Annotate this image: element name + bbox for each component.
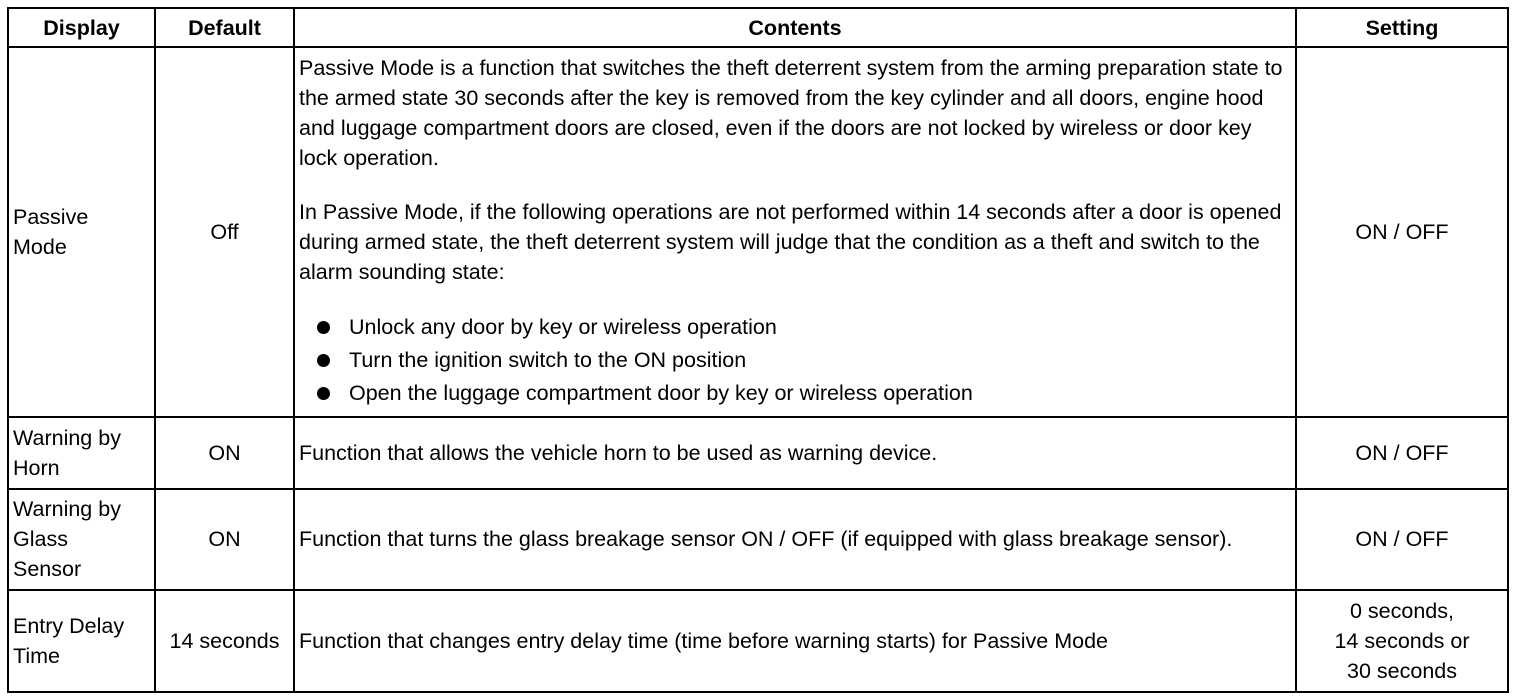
display-line: Glass xyxy=(13,527,68,552)
setting-cell xyxy=(1296,489,1508,590)
contents-paragraph: Passive Mode is a function that switches the theft deterrent system from the arming preparation state to the armed state 30 seconds after the key is removed from the key cylinder and all doors, engine hood and luggage compartment doors are closed, even if the doors are not locked by wireless or door key lock operation. xyxy=(299,56,1283,171)
contents-paragraph: In Passive Mode, if the following operations are not performed within 14 seconds after a door is opened during armed state, the theft deterrent system will judge that the condition as a theft and switch to the alarm sounding state: xyxy=(299,200,1282,285)
default-cell: Off xyxy=(155,47,294,417)
display-line: Warning by xyxy=(13,497,121,522)
contents-paragraph: Function that turns the glass breakage sensor ON / OFF (if equipped with glass breakage sensor). xyxy=(299,527,1233,552)
header-default: Default xyxy=(155,8,294,47)
display-line: Entry Delay xyxy=(13,613,125,638)
setting-line: 30 seconds xyxy=(1347,658,1457,683)
table-row-passive-mode xyxy=(8,47,1508,417)
display-line: Horn xyxy=(13,455,60,480)
setting-cell xyxy=(1296,47,1508,417)
list-item-text: Turn the ignition switch to the ON position xyxy=(349,348,747,373)
display-cell xyxy=(8,417,155,489)
setting-cell xyxy=(1296,590,1508,692)
list-item xyxy=(299,377,1291,410)
contents-cell xyxy=(294,590,1296,692)
contents-cell xyxy=(294,417,1296,489)
setting-line: 14 seconds or xyxy=(1334,628,1470,653)
contents-paragraph: Function that allows the vehicle horn to be used as warning device. xyxy=(299,440,938,465)
list-item xyxy=(299,344,1291,377)
display-line: Mode xyxy=(13,234,67,259)
default-cell: ON xyxy=(155,417,294,489)
default-cell: ON xyxy=(155,489,294,590)
display-line: Passive xyxy=(13,204,89,229)
default-cell: 14 seconds xyxy=(155,590,294,692)
contents-paragraph: Function that changes entry delay time (time before warning starts) for Passive Mode xyxy=(299,628,1109,653)
table-row-warning-by-horn xyxy=(8,417,1508,489)
bullet-icon xyxy=(317,354,330,367)
header-contents: Contents xyxy=(294,8,1296,47)
display-line: Sensor xyxy=(13,557,82,582)
header-setting: Setting xyxy=(1296,8,1508,47)
display-cell xyxy=(8,47,155,417)
setting-cell xyxy=(1296,417,1508,489)
bullet-icon xyxy=(317,387,330,400)
contents-cell xyxy=(294,47,1296,417)
setting-line: ON / OFF xyxy=(1355,527,1449,552)
contents-cell xyxy=(294,489,1296,590)
display-line: Time xyxy=(13,643,60,668)
header-row xyxy=(8,8,1508,47)
header-display: Display xyxy=(8,8,155,47)
operations-list xyxy=(299,311,1291,410)
display-cell xyxy=(8,489,155,590)
setting-line: 0 seconds, xyxy=(1350,598,1454,623)
settings-table xyxy=(7,7,1509,693)
list-item-text: Unlock any door by key or wireless operation xyxy=(349,315,777,340)
setting-line: ON / OFF xyxy=(1355,440,1449,465)
display-cell xyxy=(8,590,155,692)
bullet-icon xyxy=(317,321,330,334)
table-row-warning-by-glass-sensor xyxy=(8,489,1508,590)
setting-line: ON / OFF xyxy=(1355,219,1449,244)
display-line: Warning by xyxy=(13,425,121,450)
table-row-entry-delay-time xyxy=(8,590,1508,692)
list-item-text: Open the luggage compartment door by key or wireless operation xyxy=(349,381,973,406)
list-item xyxy=(299,311,1291,344)
